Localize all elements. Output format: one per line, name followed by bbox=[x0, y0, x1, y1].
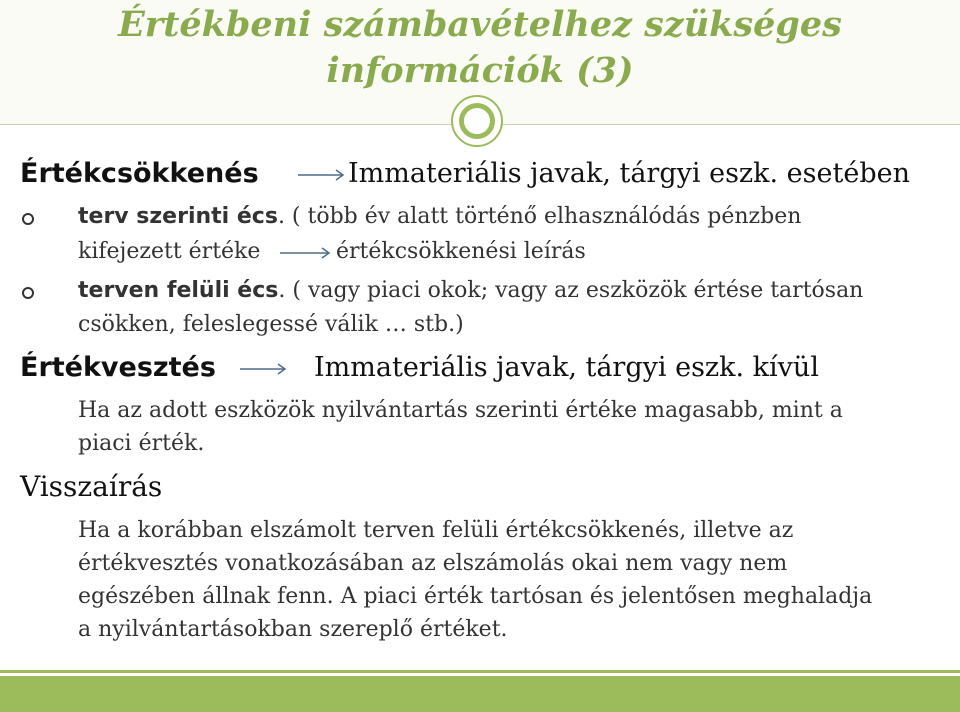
ring-ornament-icon bbox=[451, 95, 503, 147]
bullet-2-rest: . ( vagy piaci okok; vagy az eszközök értése tartósan bbox=[278, 278, 864, 303]
arrow-right-icon bbox=[298, 168, 346, 182]
ertekvesztes-line-1: Ha az adott eszközök nyilvántartás szerinti értéke magasabb, mint a bbox=[78, 398, 843, 423]
footer-band bbox=[0, 676, 960, 712]
bullet-1-line-1 bbox=[78, 204, 801, 229]
bullet-2-line-2: csökken, feleslegessé válik … stb.) bbox=[78, 312, 464, 337]
visszairas-line-4: a nyilvántartásokban szereplő értéket. bbox=[78, 617, 508, 642]
bullet-1-rest: . ( több év alatt történő elhasználódás pénzben bbox=[277, 204, 802, 229]
bullet-1-line-2-target: értékcsökkenési leírás bbox=[336, 239, 586, 264]
bullet-1-term: terv szerinti écs bbox=[78, 204, 278, 229]
bullet-2-line-1 bbox=[78, 278, 863, 303]
bullet-1-line-2-start: kifejezett értéke bbox=[78, 239, 261, 264]
visszairas-line-2: értékvesztés vonatkozásában az elszámolás okai nem vagy nem bbox=[78, 551, 788, 576]
visszairas-line-1: Ha a korábban elszámolt terven felüli értékcsökkenés, illetve az bbox=[78, 518, 794, 543]
bullet-circle-icon bbox=[22, 213, 34, 225]
ertekvesztes-target: Immateriális javak, tárgyi eszk. kívül bbox=[314, 352, 819, 383]
arrow-right-icon bbox=[240, 362, 288, 376]
visszairas-heading: Visszaírás bbox=[20, 470, 163, 503]
ertekvesztes-line-2: piaci érték. bbox=[78, 431, 205, 456]
bullet-circle-icon bbox=[22, 287, 34, 299]
bullet-2-term: terven felüli écs bbox=[78, 278, 279, 303]
slide-title-line-1: Értékbeni számbavételhez szükséges bbox=[118, 4, 842, 45]
slide-title bbox=[0, 2, 960, 94]
ertekcsokkenes-target: Immateriális javak, tárgyi eszk. esetében bbox=[348, 158, 910, 189]
ertekcsokkenes-heading: Értékcsökkenés bbox=[20, 158, 259, 189]
footer-rule bbox=[0, 670, 960, 673]
visszairas-line-3: egészében állnak fenn. A piaci érték tartósan és jelentősen meghaladja bbox=[78, 584, 873, 609]
slide-title-line-2: információk (3) bbox=[326, 50, 634, 91]
ertekvesztes-heading: Értékvesztés bbox=[20, 352, 216, 383]
arrow-right-icon bbox=[280, 246, 332, 260]
